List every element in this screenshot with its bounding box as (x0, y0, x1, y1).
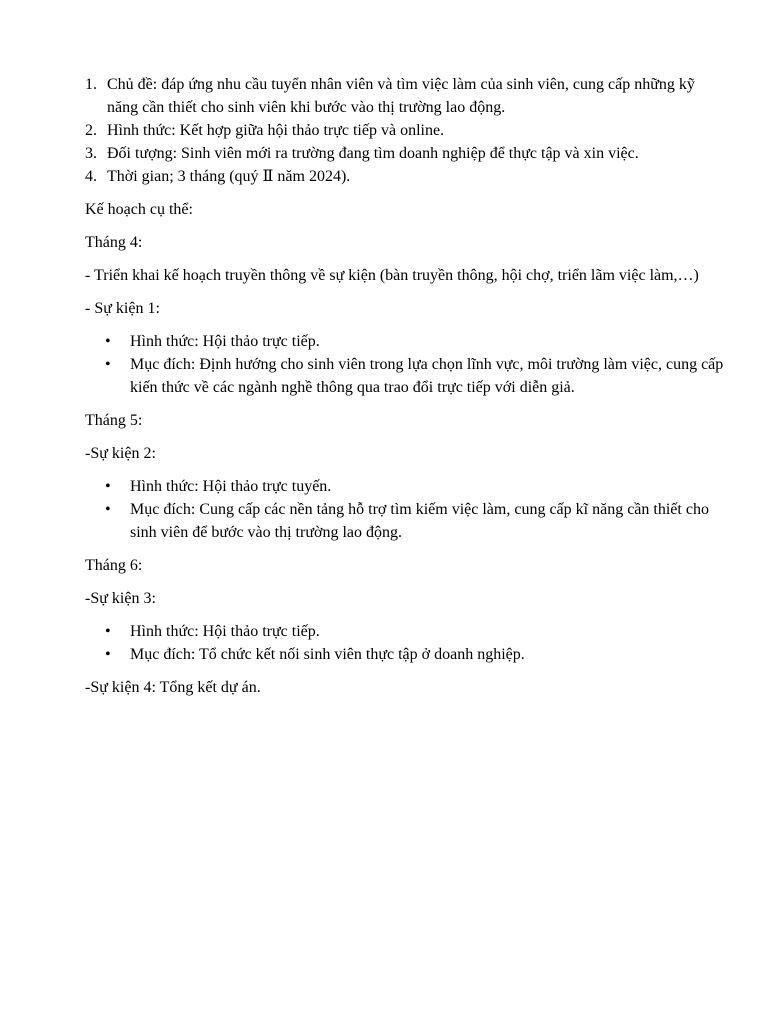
month-5-heading: Tháng 5: (85, 412, 143, 429)
list-item (85, 142, 725, 165)
list-item-text: Đối tượng: Sinh viên mới ra trường đang tìm doanh nghiệp để thực tập và xin việc. (107, 145, 639, 162)
list-number: 1. (85, 76, 97, 93)
list-item-text: Thời gian; 3 tháng (quý Ⅱ năm 2024). (107, 168, 351, 185)
list-item-text: Mục đích: Tổ chức kết nối sinh viên thực tập ở doanh nghiệp. (130, 646, 525, 663)
list-item-text: Chủ đề: đáp ứng nhu cầu tuyển nhân viên và tìm việc làm của sinh viên, cung cấp những kỹ năng cần thiết cho sinh viên khi bước vào thị trường lao động. (107, 76, 695, 116)
month-4-heading: Tháng 4: (85, 234, 143, 251)
list-item (85, 353, 725, 399)
list-item (85, 73, 725, 119)
list-item-text: Hình thức: Hội thảo trực tiếp. (130, 623, 320, 640)
event-3-label: -Sự kiện 3: (85, 590, 156, 607)
list-number: 3. (85, 145, 97, 162)
closing-event-line: -Sự kiện 4: Tổng kết dự án. (85, 679, 261, 696)
bullet-icon: • (105, 356, 111, 373)
event-2-bullet-list (85, 475, 725, 544)
bullet-icon: • (105, 646, 111, 663)
media-plan-paragraph: - Triển khai kế hoạch truyền thông về sự kiện (bàn truyền thông, hội chợ, triển lãm việc làm,…) (85, 267, 699, 284)
event-1-label: - Sự kiện 1: (85, 300, 160, 317)
list-item (85, 498, 725, 544)
list-number: 4. (85, 168, 97, 185)
list-item (85, 330, 725, 353)
list-item-text: Hình thức: Hội thảo trực tuyến. (130, 478, 332, 495)
document-body (85, 73, 725, 699)
intro-numbered-list (85, 73, 725, 188)
list-item-text: Mục đích: Định hướng cho sinh viên trong lựa chọn lĩnh vực, môi trường làm việc, cung cấp kiến thức về các ngành nghề thông qua trao đổi trực tiếp với diễn giả. (130, 356, 724, 396)
list-item (85, 475, 725, 498)
plan-heading: Kế hoạch cụ thể: (85, 201, 193, 218)
list-item (85, 643, 725, 666)
list-item (85, 119, 725, 142)
list-item (85, 165, 725, 188)
bullet-icon: • (105, 623, 111, 640)
event-1-bullet-list (85, 330, 725, 399)
bullet-icon: • (105, 501, 111, 518)
list-item-text: Mục đích: Cung cấp các nền tảng hỗ trợ tìm kiếm việc làm, cung cấp kĩ năng cần thiết cho sinh viên để bước vào thị trường lao động. (130, 501, 709, 541)
event-2-label: -Sự kiện 2: (85, 445, 156, 462)
bullet-icon: • (105, 478, 111, 495)
event-3-bullet-list (85, 620, 725, 666)
list-item-text: Hình thức: Kết hợp giữa hội thảo trực tiếp và online. (107, 122, 445, 139)
month-6-heading: Tháng 6: (85, 557, 143, 574)
list-item-text: Hình thức: Hội thảo trực tiếp. (130, 333, 320, 350)
list-number: 2. (85, 122, 97, 139)
bullet-icon: • (105, 333, 111, 350)
list-item (85, 620, 725, 643)
